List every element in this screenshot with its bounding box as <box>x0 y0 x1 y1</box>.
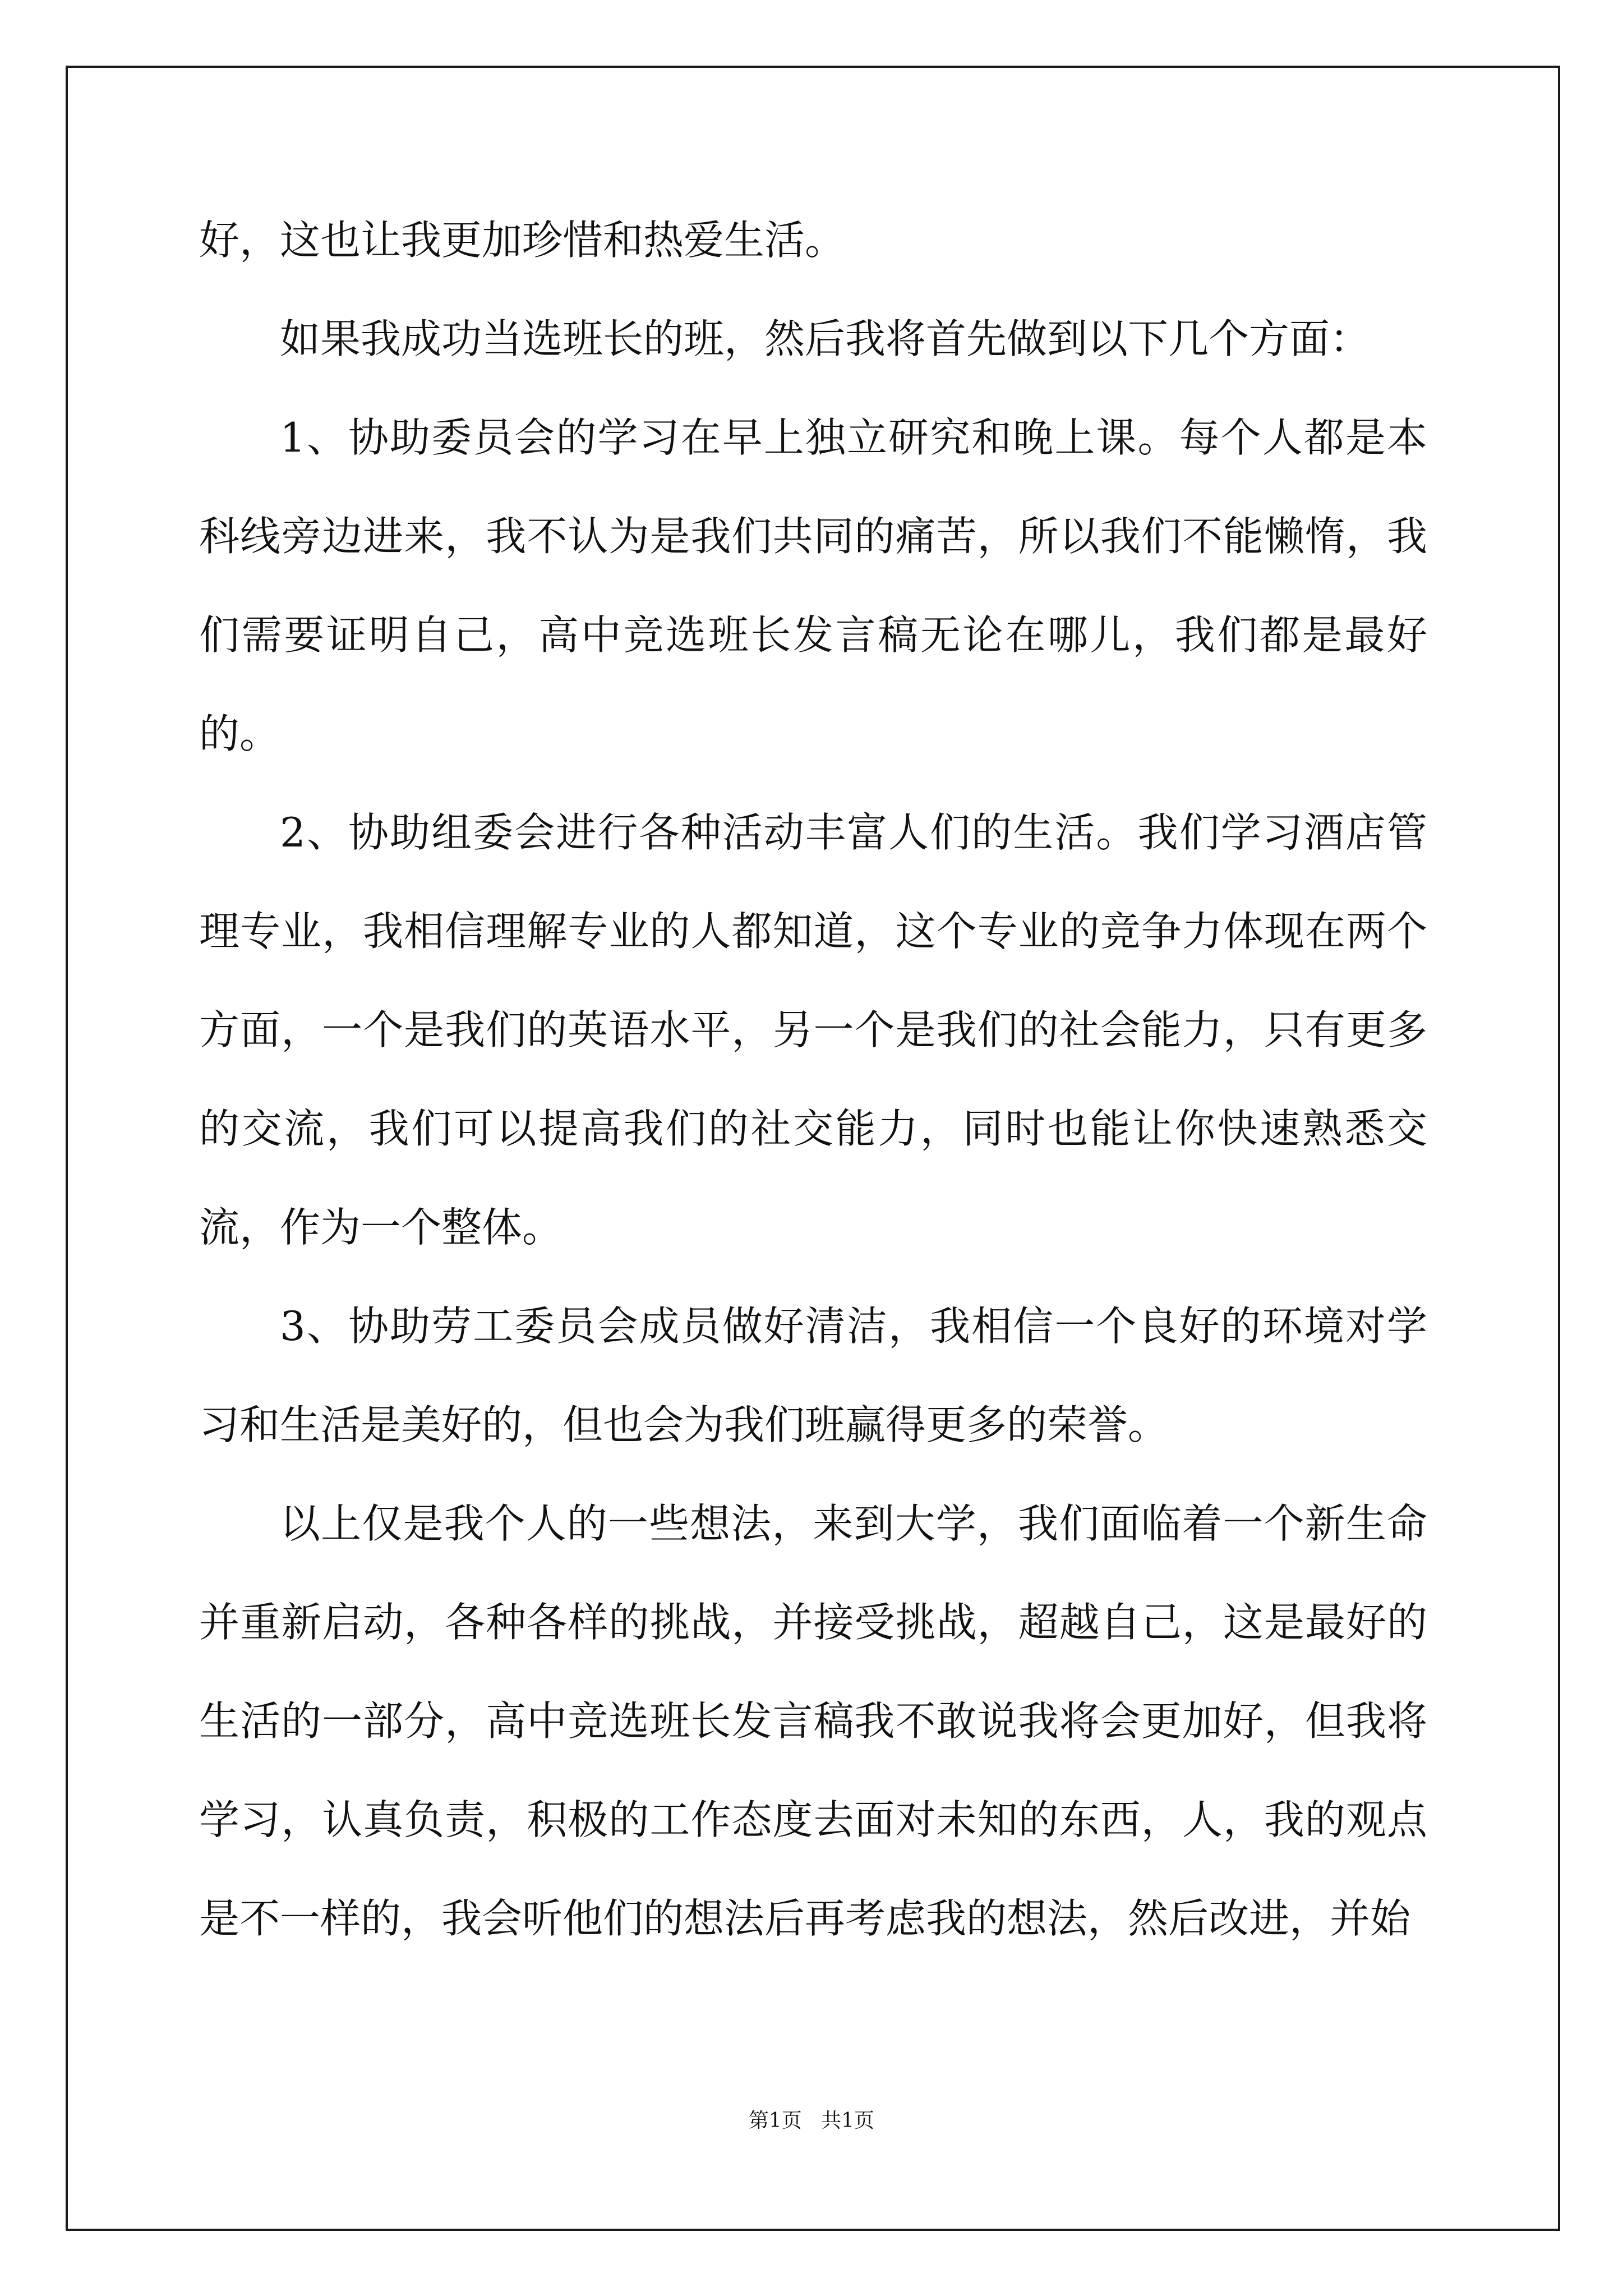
paragraph-1: 好，这也让我更加珍惜和热爱生活。 <box>199 217 846 264</box>
paragraph-5: 3、协助劳工委员会成员做好清洁，我相信一个良好的环境对学习和生活是美好的，但也会为我们班赢得更多的荣誉。 <box>199 1303 1427 1448</box>
paragraph-4: 2、协助组委会进行各种活动丰富人们的生活。我们学习酒店管理专业，我相信理解专业的人都知道，这个专业的竞争力体现在两个方面，一个是我们的英语水平，另一个是我们的社会能力，只有更多的交流，我们可以提高我们的社交能力，同时也能让你快速熟悉交流，作为一个整体。 <box>199 809 1427 1251</box>
paragraph-2: 如果我成功当选班长的班，然后我将首先做到以下几个方面： <box>280 315 1371 362</box>
paragraph-6: 以上仅是我个人的一些想法，来到大学，我们面临着一个新生命并重新启动，各种各样的挑战，并接受挑战，超越自己，这是最好的生活的一部分，高中竞选班长发言稿我不敢说我将会更加好，但我将学习，认真负责，积极的工作态度去面对未知的东西，人，我的观点是不一样的，我会听他们的想法后再考虑我的想法，然后改进，并始 <box>199 1500 1427 1942</box>
paragraph-3: 1、协助委员会的学习在早上独立研究和晚上课。每个人都是本科线旁边进来，我不认为是我们共同的痛苦，所以我们不能懒惰，我们需要证明自己，高中竞选班长发言稿无论在哪儿，我们都是最好的。 <box>199 414 1427 757</box>
page-footer: 第1页 共1页 <box>748 2109 875 2132</box>
document-body <box>199 191 1427 1968</box>
